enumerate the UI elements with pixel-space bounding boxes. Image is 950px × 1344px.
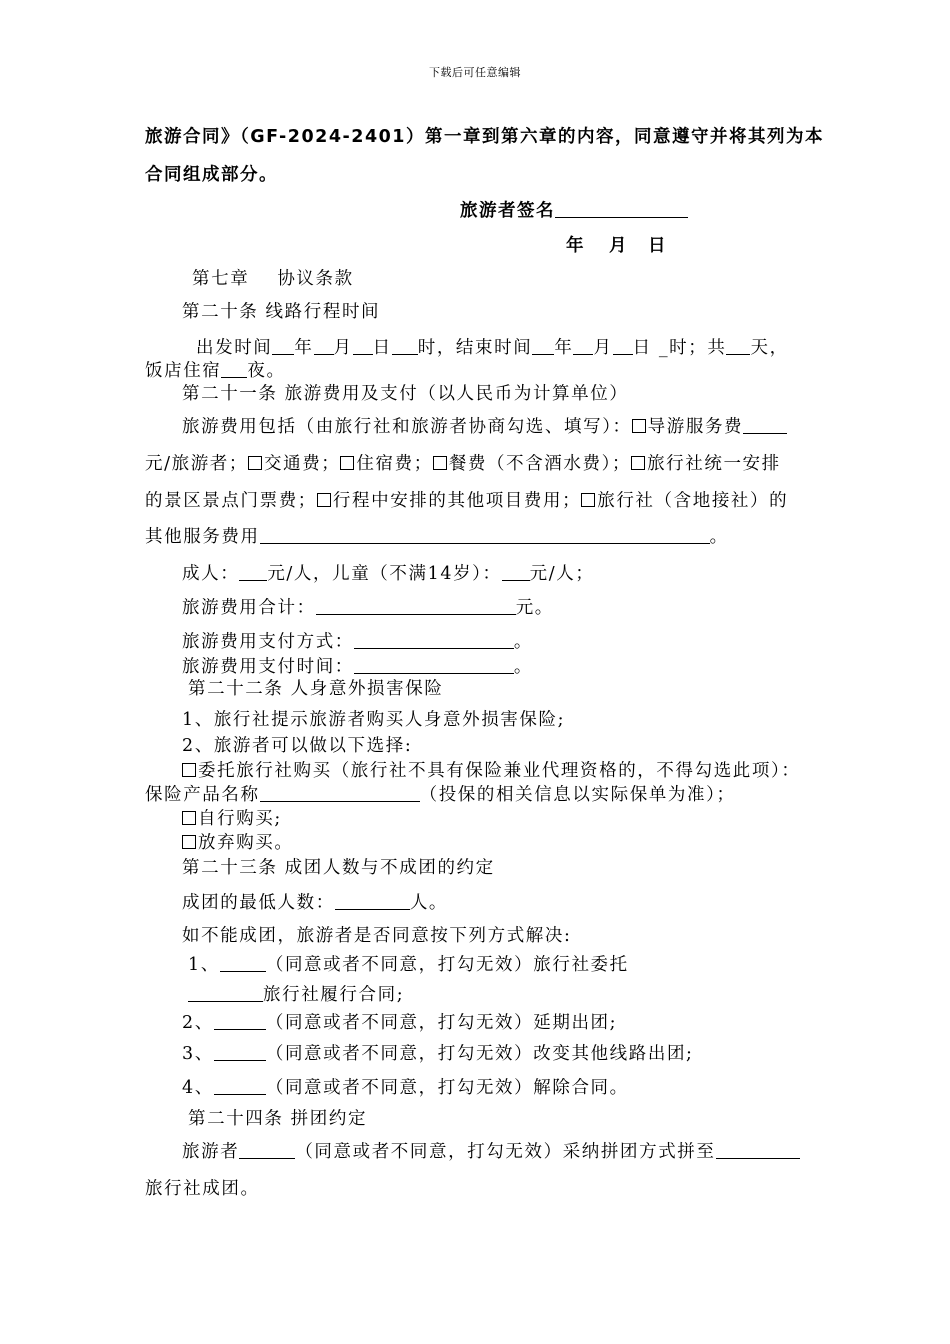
pay-time-line: 旅游费用支付时间： 。 (182, 657, 534, 677)
chapter-7-heading (192, 267, 354, 291)
insurance-product-line: 保险产品名称 （投保的相关信息以实际保单为准）； (145, 785, 736, 805)
option-1-line: 1、 （同意或者不同意，打勾无效）旅行社委托 (188, 955, 629, 975)
page-header: 下载后可任意编辑 (429, 66, 521, 79)
pay-method-line: 旅游费用支付方式： 。 (182, 632, 534, 652)
adult-child-fee-line: 成人： 元/人，儿童（不满14岁）： 元/人； (182, 564, 595, 584)
signature-blank[interactable] (555, 200, 688, 218)
checkbox[interactable] (631, 456, 645, 470)
end-day-blank[interactable] (613, 337, 633, 355)
option-4-blank[interactable] (214, 1077, 266, 1095)
signature-line (460, 199, 688, 223)
signature-label: 旅游者签名 (460, 201, 555, 221)
insurance-option-2: 自行购买; (182, 807, 282, 831)
guide-fee-blank[interactable] (743, 416, 787, 434)
checkbox[interactable] (248, 456, 262, 470)
if-not-formed-line: 如不能成团，旅游者是否同意按下列方式解决: (182, 926, 572, 946)
article-22-item-1: 1、旅行社提示旅游者购买人身意外损害保险; (182, 710, 566, 730)
merge-agency-blank[interactable] (716, 1141, 800, 1159)
intro-line-1: 旅游合同》（GF-2024-2401）第一章到第六章的内容，同意遵守并将其列为本 (145, 127, 824, 147)
checkbox[interactable] (632, 419, 646, 433)
depart-year-blank[interactable] (272, 337, 294, 355)
article-24-line-2: 旅行社成团。 (145, 1179, 260, 1199)
days-blank[interactable] (726, 337, 750, 355)
option-2-blank[interactable] (214, 1012, 266, 1030)
pay-time-blank[interactable] (354, 656, 514, 674)
depart-hour-blank[interactable] (392, 337, 418, 355)
agency-name-blank[interactable] (188, 984, 263, 1002)
article-22-item-2: 2、旅游者可以做以下选择: (182, 736, 413, 756)
date-line (566, 234, 667, 258)
day-label: 日 (648, 236, 667, 256)
article-20-title: 第二十条 线路行程时间 (182, 302, 381, 322)
article-23-title: 第二十三条 成团人数与不成团的约定 (182, 858, 495, 878)
min-group-blank[interactable] (335, 892, 410, 910)
option-1-agency-line: 旅行社履行合同; (188, 983, 404, 1007)
chapter-title: 协议条款 (277, 269, 354, 289)
child-fee-blank[interactable] (502, 563, 530, 581)
checkbox[interactable] (340, 456, 354, 470)
merge-consent-blank[interactable] (239, 1141, 295, 1159)
article-21-line-4: 其他服务费用 。 (145, 527, 729, 547)
option-4-line: 4、 （同意或者不同意，打勾无效）解除合同。 (182, 1078, 629, 1098)
article-20-line-2: 饭店住宿 夜。 (145, 361, 286, 381)
end-month-blank[interactable] (573, 337, 593, 355)
article-21-line-2: 元/旅游者； 交通费； 住宿费； 餐费（不含酒水费）； 旅行社统一安排 (145, 454, 781, 474)
depart-day-blank[interactable] (353, 337, 373, 355)
article-21-line-1: 旅游费用包括（由旅行社和旅游者协商勾选、填写）： 导游服务费 (182, 415, 787, 439)
checkbox[interactable] (433, 456, 447, 470)
article-20-line-1: 出发时间 年 月 日 时，结束时间 年 月 日 _时；共 天， (196, 338, 789, 358)
option-1-blank[interactable] (220, 954, 266, 972)
checkbox[interactable] (317, 493, 331, 507)
insurance-option-3: 放弃购买。 (182, 831, 294, 855)
article-21-line-3: 的景区景点门票费； 行程中安排的其他项目费用； 旅行社（含地接社）的 (145, 491, 789, 511)
depart-month-blank[interactable] (314, 337, 334, 355)
article-24-line-1: 旅游者 （同意或者不同意，打勾无效）采纳拼团方式拼至 (182, 1140, 800, 1164)
total-fee-line: 旅游费用合计： 元。 (182, 598, 554, 618)
checkbox[interactable] (182, 763, 196, 777)
adult-fee-blank[interactable] (239, 563, 267, 581)
insurance-option-1: 委托旅行社购买（旅行社不具有保险兼业代理资格的，不得勾选此项）： (182, 759, 800, 783)
article-22-title: 第二十二条 人身意外损害保险 (188, 679, 444, 699)
checkbox[interactable] (581, 493, 595, 507)
checkbox[interactable] (182, 811, 196, 825)
option-3-blank[interactable] (214, 1043, 266, 1061)
chapter-number: 第七章 (192, 269, 250, 289)
min-group-line: 成团的最低人数： 人。 (182, 893, 449, 913)
other-fee-blank[interactable] (260, 526, 710, 544)
nights-blank[interactable] (221, 360, 247, 378)
article-21-title: 第二十一条 旅游费用及支付（以人民币为计算单位） (182, 384, 629, 404)
checkbox[interactable] (182, 835, 196, 849)
month-label: 月 (609, 236, 628, 256)
insurance-product-blank[interactable] (260, 784, 420, 802)
year-label: 年 (566, 236, 585, 256)
pay-method-blank[interactable] (354, 631, 514, 649)
option-2-line: 2、 （同意或者不同意，打勾无效）延期出团; (182, 1013, 618, 1033)
intro-line-2: 合同组成部分。 (145, 165, 278, 185)
article-24-title: 第二十四条 拼团约定 (188, 1109, 368, 1129)
total-fee-blank[interactable] (316, 597, 516, 615)
end-year-blank[interactable] (532, 337, 554, 355)
option-3-line: 3、 （同意或者不同意，打勾无效）改变其他线路出团; (182, 1044, 694, 1064)
